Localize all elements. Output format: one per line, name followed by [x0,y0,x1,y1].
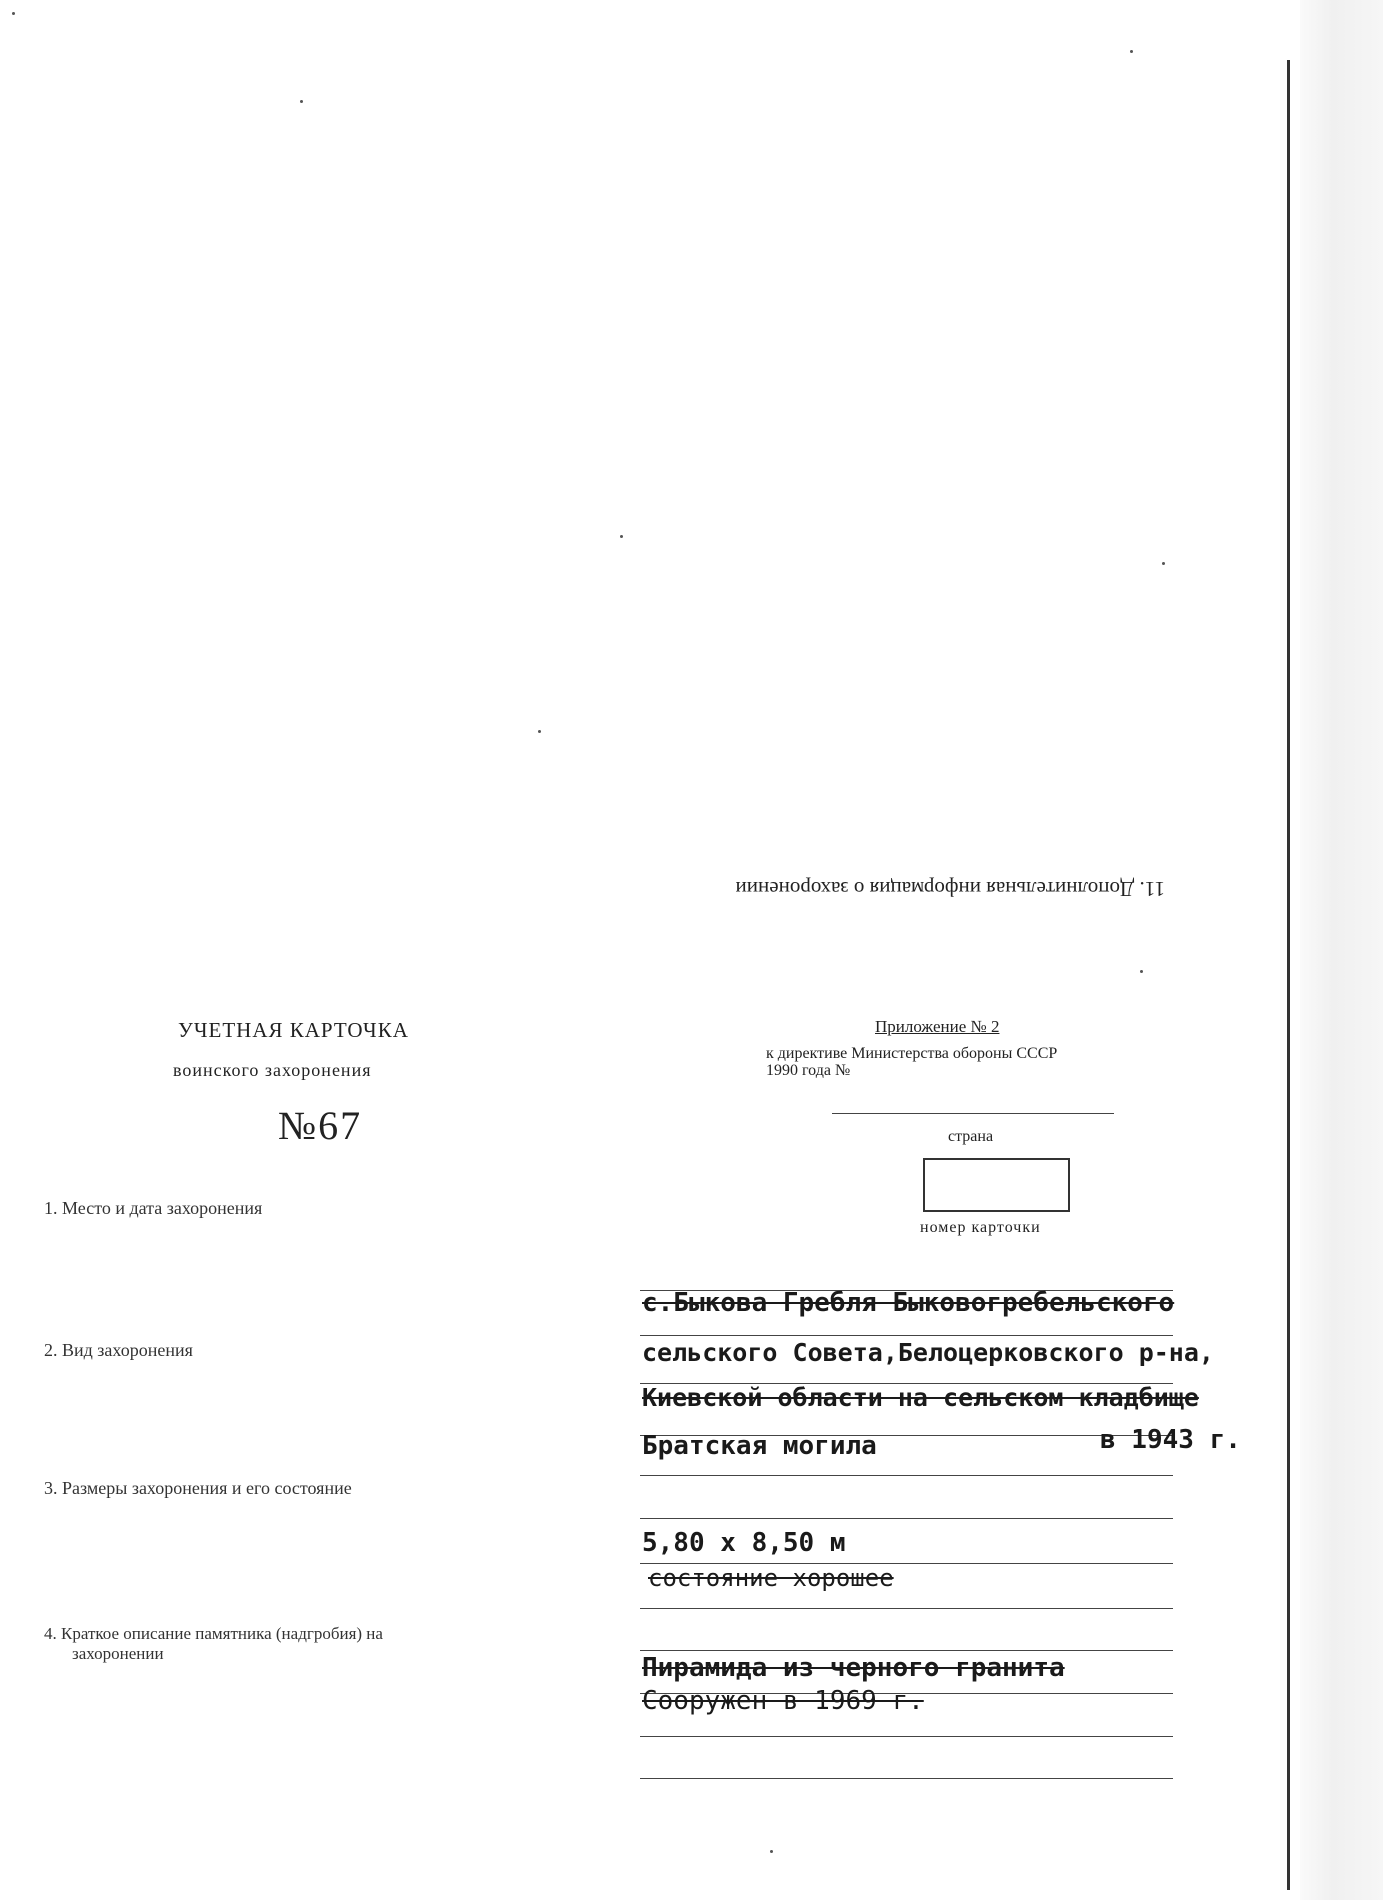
scan-speck [1140,970,1143,973]
scan-edge-line [1287,60,1290,1890]
typed-place-line-1: с.Быкова Гребля Быковогребельского [642,1288,1175,1318]
scan-speck [620,535,623,538]
typed-burial-year: в 1943 г. [1100,1425,1241,1455]
scan-speck [1162,562,1165,565]
card-subtitle: воинского захоронения [173,1060,372,1080]
typed-place-line-2: сельского Совета,Белоцерковского р-на, [642,1338,1214,1367]
field-label-monument [44,1624,383,1664]
field-label-burial-type: 2. Вид захоронения [44,1340,193,1360]
rule-line [640,1608,1173,1609]
rule-line [640,1518,1173,1519]
scan-speck [300,100,303,103]
upside-down-heading: 11. Дополнительная информация о захоронении [735,877,1165,901]
card-title: УЧЕТНАЯ КАРТОЧКА [178,1018,409,1042]
appendix-line-1: к директиве Министерства обороны СССР [766,1045,1058,1062]
typed-monument: Пирамида из черного гранита [642,1653,1065,1683]
card-number-box [923,1158,1070,1212]
field-label-place-date: 1. Место и дата захоронения [44,1198,263,1218]
card-number-label: номер карточки [920,1219,1041,1236]
scan-edge-shadow [1300,0,1383,1900]
country-label: страна [948,1128,994,1145]
rule-line [640,1778,1173,1779]
card-number: №67 [278,1103,363,1148]
appendix-title: Приложение № 2 [875,1017,1000,1036]
typed-condition: состояние хорошее [648,1564,894,1592]
field-label-monument-line-1: 4. Краткое описание памятника (надгробия) на [44,1624,383,1643]
field-label-monument-line-2: захоронении [72,1644,164,1663]
scan-speck [12,12,15,15]
rule-line [640,1475,1173,1476]
rule-line [640,1335,1173,1336]
country-line [832,1113,1114,1114]
typed-size: 5,80 х 8,50 м [642,1528,846,1558]
scan-speck [770,1850,773,1853]
scan-speck [538,730,541,733]
rule-line [640,1650,1173,1651]
typed-place-line-3: Киевской области на сельском кладбище [642,1383,1199,1412]
typed-construction: Сооружен в 1969 г. [642,1686,924,1716]
typed-burial-type: Братская могила [642,1431,877,1461]
rule-line [640,1736,1173,1737]
scan-speck [1130,50,1133,53]
appendix-line-2: 1990 года № [766,1062,851,1079]
appendix-text [766,1045,1057,1079]
field-label-size-condition: 3. Размеры захоронения и его состояние [44,1478,352,1498]
